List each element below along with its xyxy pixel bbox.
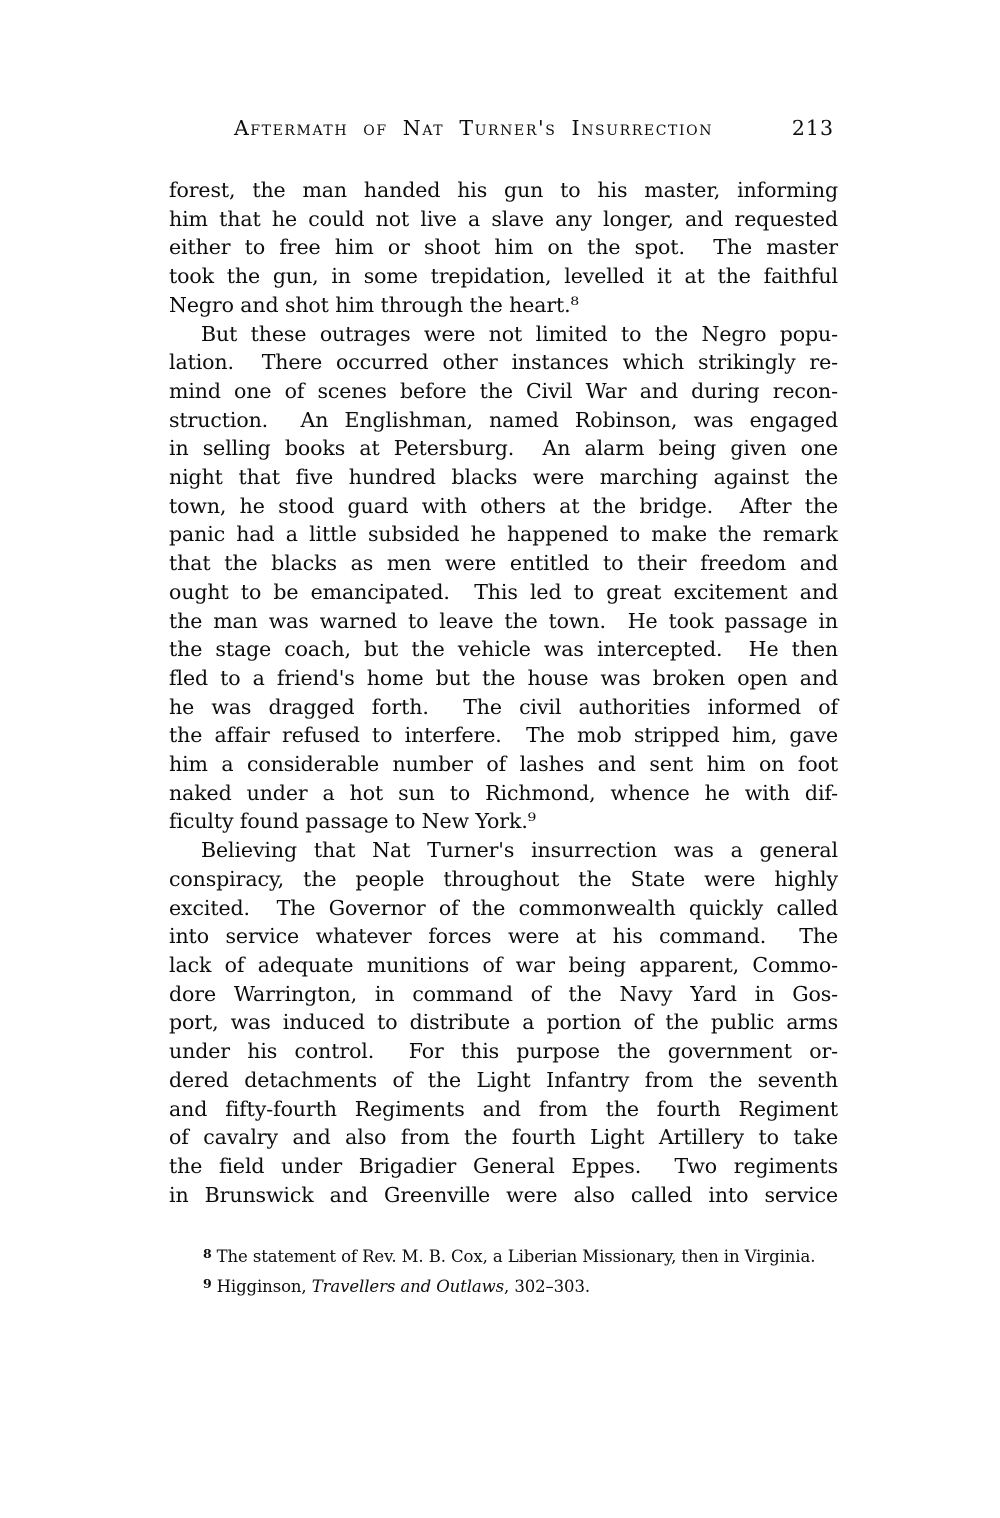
text-line: forest, the man handed his gun to his master, informing — [169, 178, 838, 202]
text-line: ought to be emancipated. This led to great excitement and — [169, 579, 838, 604]
text-line: conspiracy, the people throughout the State were highly — [169, 866, 838, 891]
text-line: into service whatever forces were at his command. The — [169, 924, 838, 949]
text-line: port, was induced to distribute a portion of the public arms — [169, 1010, 838, 1035]
text-line: in selling books at Petersburg. An alarm being given one — [169, 436, 838, 461]
text-line: night that five hundred blacks were marching against the — [169, 465, 838, 490]
text-line: But these outrages were not limited to the Negro popu- — [201, 321, 838, 346]
text-line: mind one of scenes before the Civil War and during recon- — [169, 378, 838, 403]
page-content — [169, 116, 838, 1300]
footnote-marker: 8 — [203, 1246, 212, 1262]
text-line: the stage coach, but the vehicle was intercepted. He then — [169, 637, 838, 662]
footnote-marker: 9 — [203, 1276, 212, 1292]
text-line: Negro and shot him through the heart.⁸ — [169, 292, 579, 317]
text-line: under his control. For this purpose the government or- — [169, 1039, 838, 1064]
footnote-text: , 302–303. — [504, 1277, 591, 1297]
footnote-book-title: Travellers and Outlaws — [311, 1277, 505, 1297]
text-line: him a considerable number of lashes and sent him on foot — [169, 752, 838, 777]
paragraph — [169, 320, 838, 837]
text-line: ficulty found passage to New York.⁹ — [169, 809, 536, 834]
paragraph — [169, 176, 838, 320]
running-header — [169, 116, 838, 146]
text-line: him that he could not live a slave any longer, and requested — [169, 206, 838, 231]
text-line: that the blacks as men were entitled to their freedom and — [169, 551, 838, 576]
footnote-text: The statement of Rev. M. B. Cox, a Liberian Missionary, then in Virginia. — [216, 1247, 816, 1267]
text-line: the man was warned to leave the town. He took passage in — [169, 608, 838, 633]
text-line: lack of adequate munitions of war being apparent, Commo- — [169, 952, 838, 977]
text-line: panic had a little subsided he happened to make the remark — [169, 522, 838, 547]
text-line: of cavalry and also from the fourth Light Artillery to take — [169, 1125, 838, 1150]
running-title: Aftermath of Nat Turner's Insurrection — [233, 116, 714, 140]
paragraph — [169, 836, 838, 1209]
text-line: dore Warrington, in command of the Navy Yard in Gos- — [169, 981, 838, 1006]
text-line: naked under a hot sun to Richmond, whence he with dif- — [169, 780, 838, 805]
text-line: and fifty-fourth Regiments and from the fourth Regiment — [169, 1096, 838, 1121]
text-line: took the gun, in some trepidation, levelled it at the faithful — [169, 264, 838, 289]
text-line: struction. An Englishman, named Robinson, was engaged — [169, 407, 838, 432]
text-line: fled to a friend's home but the house was broken open and — [169, 665, 838, 690]
text-line: either to free him or shoot him on the spot. The master — [169, 235, 838, 260]
text-line: Believing that Nat Turner's insurrection was a general — [201, 838, 838, 863]
text-line: the affair refused to interfere. The mob stripped him, gave — [169, 723, 838, 748]
footnote-text: Higginson, — [216, 1277, 312, 1297]
text-line: excited. The Governor of the commonwealth quickly called — [169, 895, 838, 920]
footnote — [203, 1240, 843, 1270]
body-text — [169, 176, 838, 1209]
text-line: in Brunswick and Greenville were also called into service — [169, 1182, 838, 1207]
text-line: lation. There occurred other instances which strikingly re- — [169, 350, 838, 375]
text-line: the field under Brigadier General Eppes. Two regiments — [169, 1153, 838, 1178]
footnote — [203, 1270, 843, 1300]
footnotes — [169, 1240, 843, 1300]
text-line: he was dragged forth. The civil authorities informed of — [169, 694, 838, 719]
page-number: 213 — [791, 116, 834, 140]
text-line: town, he stood guard with others at the bridge. After the — [169, 493, 838, 518]
text-line: dered detachments of the Light Infantry from the seventh — [169, 1067, 838, 1092]
